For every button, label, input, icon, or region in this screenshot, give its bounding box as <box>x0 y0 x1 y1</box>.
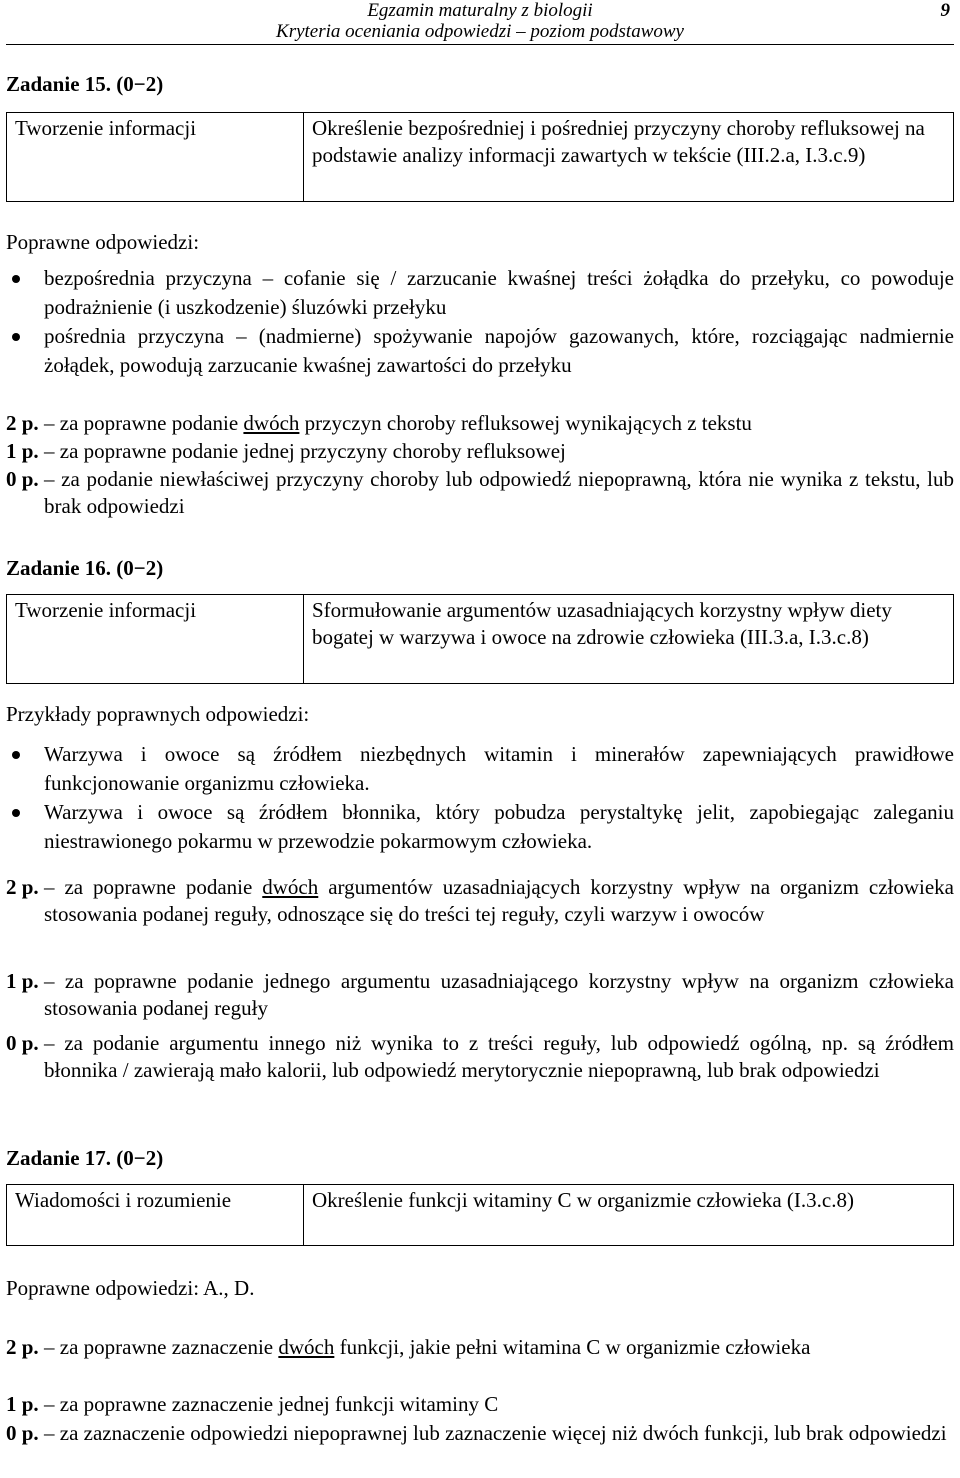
score-text: – za poprawne podanie <box>44 411 244 435</box>
task-15-answers <box>6 264 954 380</box>
header-rule <box>6 44 954 45</box>
task-15-skill: Tworzenie informacji <box>7 113 304 202</box>
score-emphasis: dwóch <box>262 875 319 899</box>
score-text: – za poprawne podanie <box>44 875 263 899</box>
task-16-answers <box>6 740 954 856</box>
task-15-answers-label: Poprawne odpowiedzi: <box>6 230 200 254</box>
task-15-score-2 <box>6 410 954 438</box>
score-text: – za poprawne zaznaczenie jednej funkcji witaminy C <box>44 1392 499 1416</box>
score-points: 1 p. <box>6 439 39 463</box>
score-points: 0 p. <box>6 1031 39 1055</box>
answer-item: Warzywa i owoce są źródłem błonnika, który pobudza perystaltykę jelit, zapobiegając zaleganiu niestrawionego pokarmu w przewodzie pokarmowym człowieka. <box>6 798 954 856</box>
page-header <box>0 0 960 42</box>
score-points: 1 p. <box>6 1392 39 1416</box>
page-number: 9 <box>940 0 950 21</box>
task-16-score-2 <box>6 874 954 958</box>
exam-subtitle: Kryteria oceniania odpowiedzi – poziom podstawowy <box>276 21 684 42</box>
task-16-requirement: Sformułowanie argumentów uzasadniających korzystny wpływ diety bogatej w warzywa i owoce na zdrowie człowieka (III.3.a, I.3.c.8) <box>304 595 954 684</box>
task-17-skill: Wiadomości i rozumienie <box>7 1185 304 1246</box>
score-text: przyczyn choroby refluksowej wynikających z tekstu <box>299 411 752 435</box>
score-points: 2 p. <box>6 411 39 435</box>
score-points: 0 p. <box>6 467 39 491</box>
score-points: 1 p. <box>6 969 39 993</box>
score-text: – za podanie niewłaściwej przyczyny choroby lub odpowiedź niepoprawną, która nie wynika z tekstu, lub brak odpowiedzi <box>44 467 954 518</box>
task-17-score-2 <box>6 1334 954 1390</box>
task-15-title: Zadanie 15. (0−2) <box>6 72 164 96</box>
score-text: – za poprawne podanie jednego argumentu uzasadniającego korzystny wpływ na organizm człowieka stosowania podanej reguły <box>44 969 954 1020</box>
task-16-skill: Tworzenie informacji <box>7 595 304 684</box>
score-text: funkcji, jakie pełni witamina C w organizmie człowieka <box>334 1335 811 1359</box>
task-16-requirements <box>6 594 954 684</box>
score-text: – za poprawne podanie jednej przyczyny choroby refluksowej <box>44 439 566 463</box>
score-text: – za zaznaczenie odpowiedzi niepoprawnej lub zaznaczenie więcej niż dwóch funkcji, lub brak odpowiedzi <box>44 1421 947 1445</box>
task-16-title: Zadanie 16. (0−2) <box>6 556 164 580</box>
task-16-score-0 <box>6 1030 954 1114</box>
task-15-score-1 <box>6 438 954 466</box>
score-points: 2 p. <box>6 1335 39 1359</box>
score-emphasis: dwóch <box>243 411 300 435</box>
task-15-requirements <box>6 112 954 202</box>
exam-title: Egzamin maturalny z biologii <box>367 0 593 21</box>
task-17-requirement: Określenie funkcji witaminy C w organizmie człowieka (I.3.c.8) <box>304 1185 954 1246</box>
answer-item: pośrednia przyczyna – (nadmierne) spożywanie napojów gazowanych, które, rozciągając nadmiernie żołądek, powodują zarzucanie kwaśnej zawartości do przełyku <box>6 322 954 380</box>
task-17-answers-label: Poprawne odpowiedzi: A., D. <box>6 1276 255 1300</box>
score-points: 0 p. <box>6 1421 39 1445</box>
task-17-score-1 <box>6 1391 954 1419</box>
task-17-requirements <box>6 1184 954 1246</box>
task-16-score-1 <box>6 968 954 1024</box>
task-17-score-0 <box>6 1420 954 1476</box>
score-emphasis: dwóch <box>278 1335 335 1359</box>
score-points: 2 p. <box>6 875 39 899</box>
task-17-title: Zadanie 17. (0−2) <box>6 1146 164 1170</box>
task-15-score-0 <box>6 466 954 522</box>
task-16-answers-label: Przykłady poprawnych odpowiedzi: <box>6 702 310 726</box>
task-15-requirement: Określenie bezpośredniej i pośredniej przyczyny choroby refluksowej na podstawie analizy informacji zawartych w tekście (III.2.a, I.3.c.9) <box>304 113 954 202</box>
score-text: argumentów uzasadniających korzystny wpływ na organizm człowieka stosowania podanej reguły, odnoszące się do treści tej reguły, czyli warzyw i owoców <box>44 875 955 926</box>
score-text: – za poprawne zaznaczenie <box>44 1335 279 1359</box>
score-text: – za podanie argumentu innego niż wynika to z treści reguły, lub odpowiedź ogólną, np. są źródłem błonnika / zawierają mało kalorii, lub odpowiedź merytorycznie niepoprawną, lub brak odpowiedzi <box>44 1031 954 1082</box>
answer-item: Warzywa i owoce są źródłem niezbędnych witamin i minerałów zapewniających prawidłowe funkcjonowanie organizmu człowieka. <box>6 740 954 798</box>
answer-item: bezpośrednia przyczyna – cofanie się / zarzucanie kwaśnej treści żołądka do przełyku, co powoduje podrażnienie (i uszkodzenie) śluzówki przełyku <box>6 264 954 322</box>
